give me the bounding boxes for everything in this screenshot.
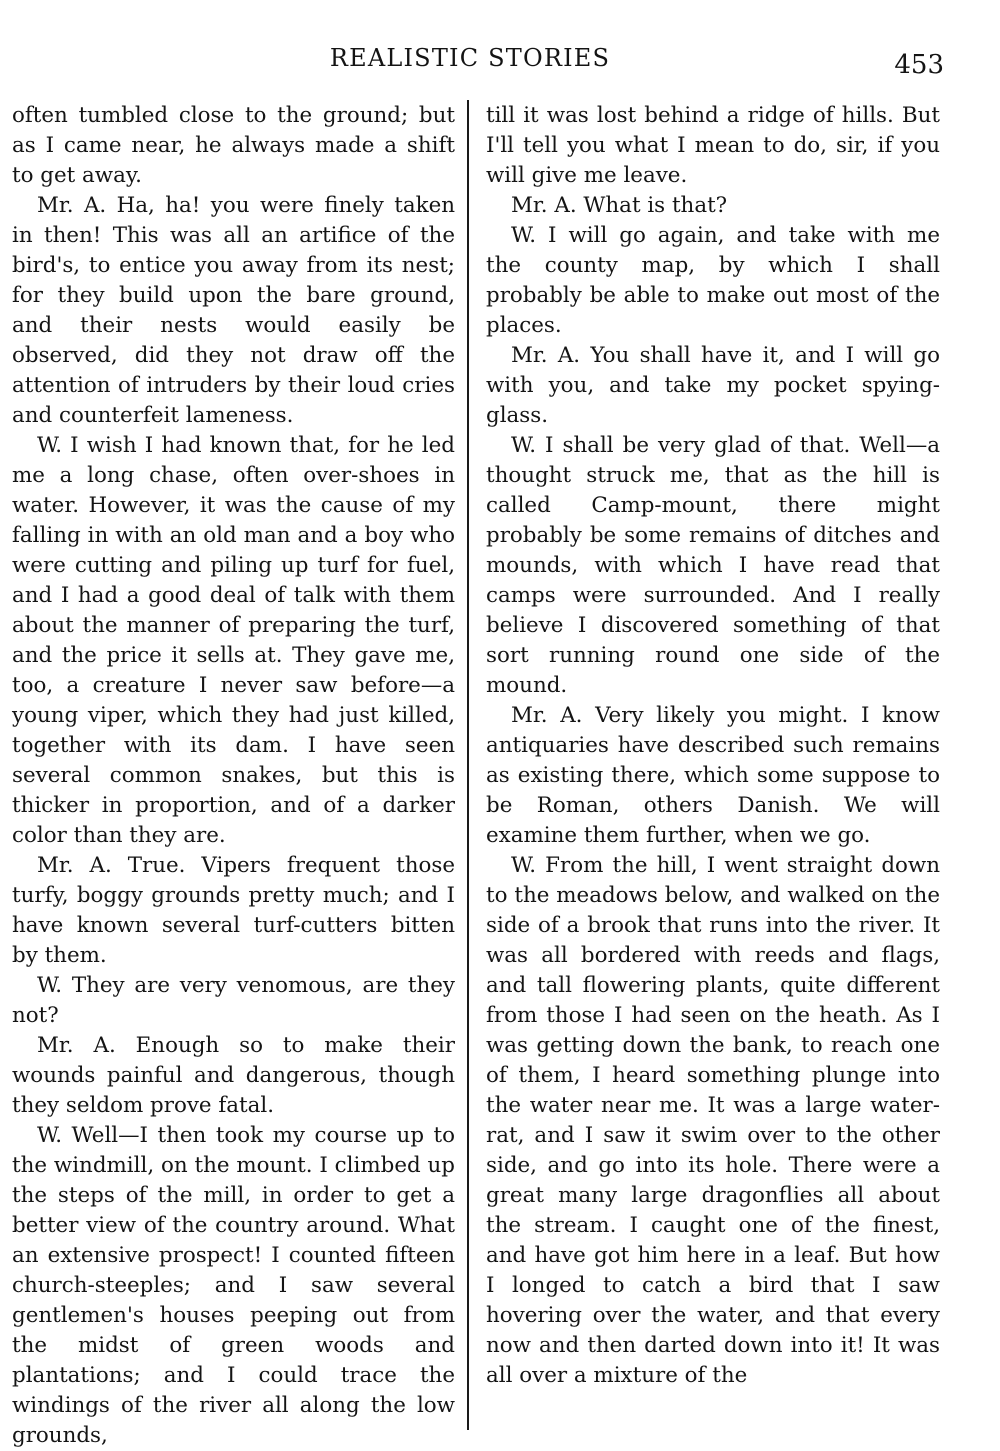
right-column (486, 101, 940, 1391)
paragraph: W. They are very venomous, are they not? (12, 973, 455, 1028)
column-divider (467, 100, 469, 1430)
paragraph: often tumbled close to the ground; but as I came near, he always made a shift to get away. (12, 103, 455, 188)
paragraph: W. I wish I had known that, for he led me a long chase, often over-shoes in water. However, it was the cause of my falling in with an old man and a boy who were cutting and piling up turf for fuel, and I had a good deal of talk with them about the manner of preparing the turf, and the price it sells at. They gave me, too, a creature I never saw before—a young viper, which they had just killed, together with its dam. I have seen several common snakes, but this is thicker in proportion, and of a darker color than they are. (12, 433, 455, 848)
paragraph: till it was lost behind a ridge of hills. But I'll tell you what I mean to do, sir, if you will give me leave. (486, 103, 940, 188)
page-number: 453 (894, 50, 944, 80)
running-head: REALISTIC STORIES (329, 44, 611, 72)
paragraph: Mr. A. Very likely you might. I know antiquaries have described such remains as existing there, which some suppose to be Roman, others Danish. We will examine them further, when we go. (486, 703, 940, 848)
paragraph: Mr. A. True. Vipers frequent those turfy, boggy grounds pretty much; and I have known several turf-cutters bitten by them. (12, 853, 455, 968)
paragraph: W. I shall be very glad of that. Well—a thought struck me, that as the hill is called Camp-mount, there might probably be some remains of ditches and mounds, with which I have read that camps were surrounded. And I really believe I discovered something of that sort running round one side of the mound. (486, 433, 940, 698)
paragraph: Mr. A. Ha, ha! you were finely taken in then! This was all an artifice of the bird's, to entice you away from its nest; for they build upon the bare ground, and their nests would easily be observed, did they not draw off the attention of intruders by their loud cries and counterfeit lameness. (12, 193, 455, 428)
page-header (0, 44, 1000, 84)
paragraph: W. From the hill, I went straight down to the meadows below, and walked on the side of a brook that runs into the river. It was all bordered with reeds and flags, and tall flowering plants, quite different from those I had seen on the heath. As I was getting down the bank, to reach one of them, I heard something plunge into the water near me. It was a large water-rat, and I saw it swim over to the other side, and go into its hole. There were a great many large dragonflies all about the stream. I caught one of the finest, and have got him here in a leaf. But how I longed to catch a bird that I saw hovering over the water, and that every now and then darted down into it! It was all over a mixture of the (486, 853, 940, 1388)
paragraph: W. I will go again, and take with me the county map, by which I shall probably be able to make out most of the places. (486, 223, 940, 338)
left-column (12, 101, 455, 1451)
paragraph: Mr. A. You shall have it, and I will go with you, and take my pocket spying-glass. (486, 343, 940, 428)
paragraph: Mr. A. Enough so to make their wounds painful and dangerous, though they seldom prove fatal. (12, 1033, 455, 1118)
paragraph: W. Well—I then took my course up to the windmill, on the mount. I climbed up the steps of the mill, in order to get a better view of the country around. What an extensive prospect! I counted fifteen church-steeples; and I saw several gentlemen's houses peeping out from the midst of green woods and plantations; and I could trace the windings of the river all along the low grounds, (12, 1123, 455, 1448)
paragraph: Mr. A. What is that? (511, 193, 728, 218)
